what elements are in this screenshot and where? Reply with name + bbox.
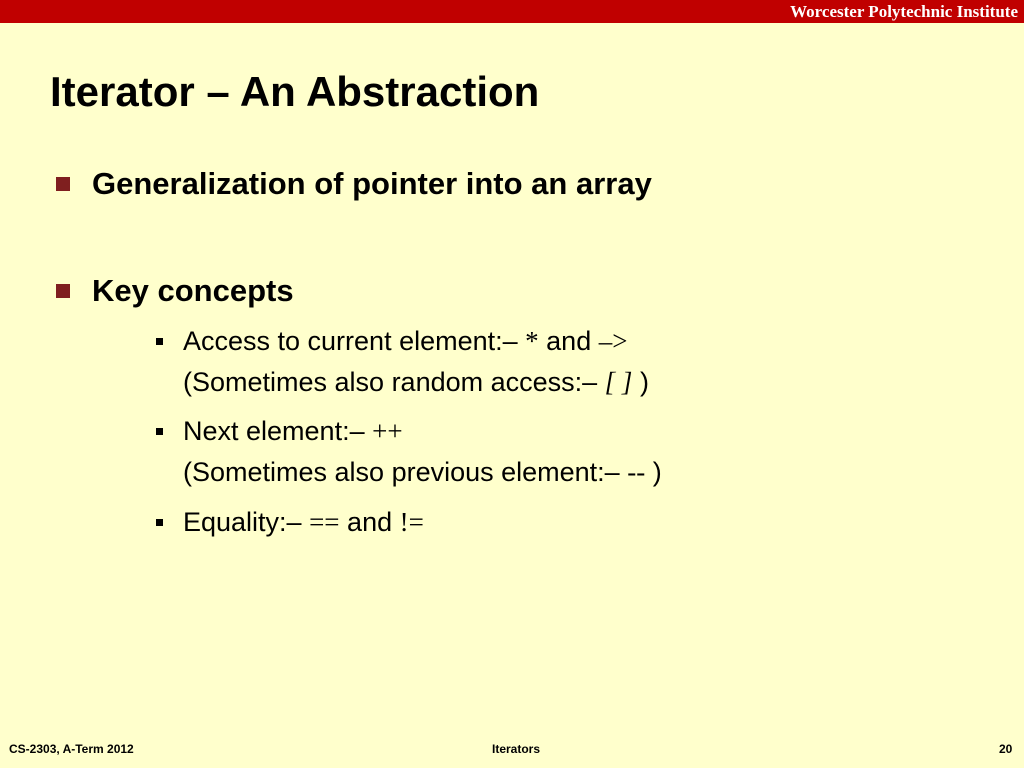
slide-title: Iterator – An Abstraction	[50, 68, 540, 115]
operator-subscript: [ ]	[604, 367, 633, 397]
footer-topic: Iterators	[492, 742, 541, 756]
operator-deref: *	[525, 326, 539, 356]
operator-decrement: --	[627, 457, 646, 487]
sub-bullet-line: (Sometimes also random access:– [ ] )	[183, 367, 649, 397]
small-square-bullet-icon	[156, 428, 163, 435]
sub-bullet-line: Equality:– == and !=	[183, 507, 424, 537]
sub-bullet-line: (Sometimes also previous element:– -- )	[183, 457, 662, 487]
operator-increment: ++	[372, 416, 403, 446]
bullet-text: Generalization of pointer into an array	[92, 166, 652, 201]
small-square-bullet-icon	[156, 338, 163, 345]
footer-course: CS-2303, A-Term 2012	[9, 742, 134, 756]
operator-equal: ==	[309, 507, 340, 537]
square-bullet-icon	[56, 177, 70, 191]
header-bar	[0, 0, 1024, 23]
operator-arrow: –>	[598, 326, 628, 356]
sub-bullet-line: Access to current element:– * and –>	[183, 326, 628, 356]
bullet-generalization	[56, 164, 652, 204]
institute-name: Worcester Polytechnic Institute	[790, 2, 1018, 21]
sub-bullet-line: Next element:– ++	[183, 416, 403, 446]
bullet-text: Key concepts	[92, 273, 294, 308]
small-square-bullet-icon	[156, 519, 163, 526]
square-bullet-icon	[56, 284, 70, 298]
bullet-key-concepts	[56, 271, 294, 311]
operator-not-equal: !=	[399, 507, 424, 537]
footer-page-number: 20	[999, 742, 1013, 756]
